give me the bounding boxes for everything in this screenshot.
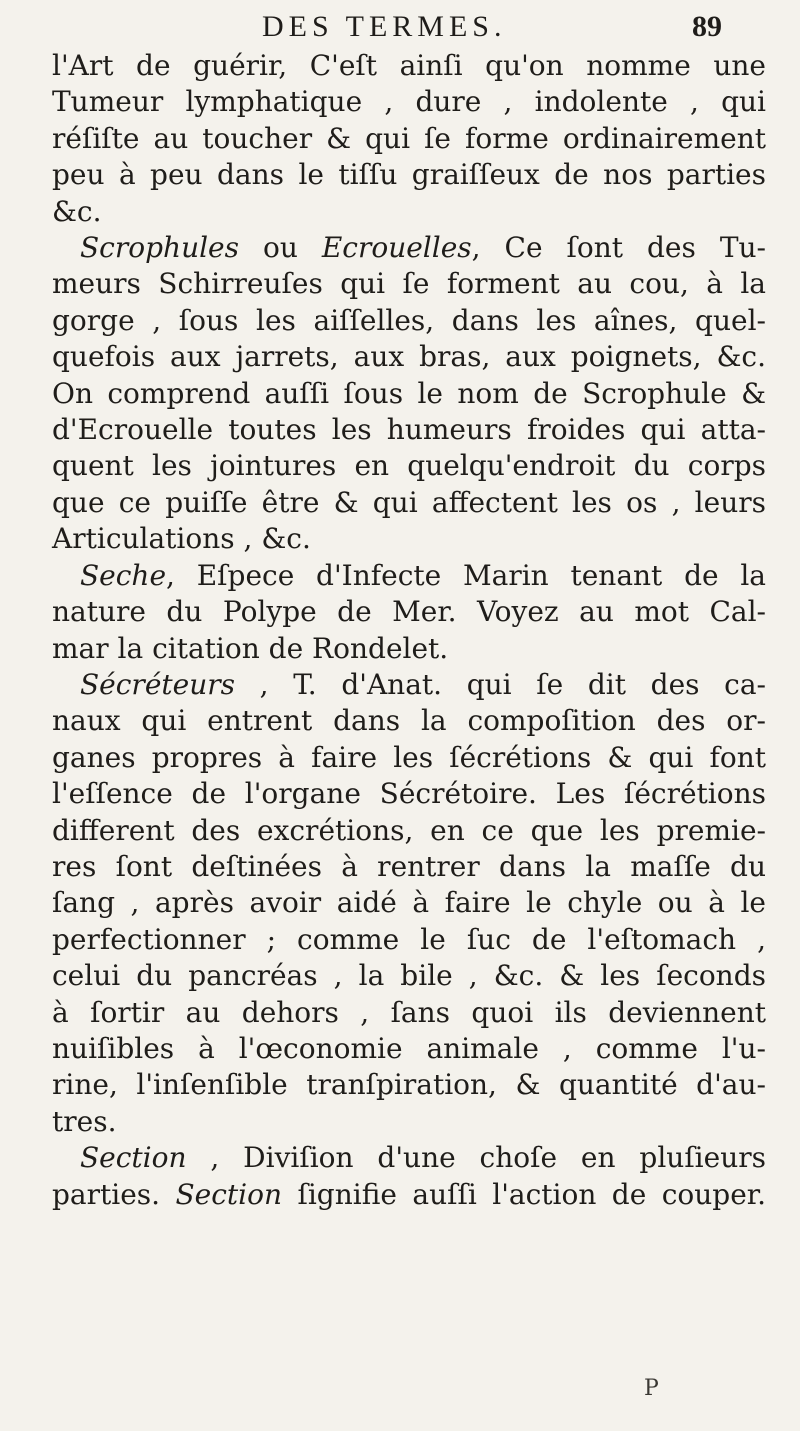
text-line: naux qui entrent dans la compoſition des or- [52,704,766,738]
text-line: &c. [52,194,102,228]
text-line: res ſont deſtinées à rentrer dans la maſſe du [52,849,766,883]
text-line: ſang , après avoir aidé à faire le chyle ou à le [52,886,766,920]
entry-line: Sécréteurs , T. d'Anat. qui ſe dit des ca- [80,667,766,701]
text-line: perfectionner ; comme le ſuc de l'eſtomach , [52,922,766,956]
text-line: l'Art de guérir, C'eſt ainſi qu'on nomme une [52,49,766,82]
text-line: nature du Polype de Mer. Voyez au mot Cal- [52,595,766,629]
text-line: meurs Schirreuſes qui ſe forment au cou, à la [52,267,766,301]
text-line: ganes propres à faire les ſécrétions & qui font [52,740,766,774]
entry-term: Scrophules [80,231,239,265]
catchword: P [644,1376,659,1401]
text-line: tres. [52,1104,117,1138]
text-line: Articulations , &c. [52,522,311,556]
entry-line: Seche, Eſpece d'Infecte Marin tenant de la [80,558,766,592]
entry-line: Scrophules ou Ecrouelles, Ce ſont des Tu- [80,231,766,265]
text-line: réſiſte au toucher & qui ſe forme ordinairement [52,121,766,155]
text-line: quent les jointures en quelqu'endroit du corps [52,449,766,483]
text-line: que ce puiſſe être & qui affectent les os , leurs [52,485,766,519]
text-line: gorge , ſous les aiſſelles, dans les aînes, quel- [52,303,766,337]
page-number: 89 [692,10,722,43]
entry-line: Section , Diviſion d'une choſe en pluſieurs [80,1141,766,1175]
entry-term: Seche [80,558,167,592]
running-title: DES TERMES. [262,10,507,43]
text-line: rine, l'inſenſible tranſpiration, & quantité d'au- [52,1068,766,1102]
entry-term: Section [80,1141,187,1175]
text-line: nuiſibles à l'œconomie animale , comme l'u- [52,1031,766,1065]
text-line: mar la citation de Rondelet. [52,631,449,665]
entry-term: Ecrouelles [321,231,472,265]
text-line: peu à peu dans le tiſſu graiſſeux de nos parties [52,158,766,192]
text-line: different des excrétions, en ce que les premie- [52,813,766,847]
text-line: d'Ecrouelle toutes les humeurs froides qui atta- [52,413,766,447]
entry-term: Sécréteurs [80,667,235,701]
text-line: Tumeur lymphatique , dure , indolente , qui [52,85,766,119]
text-line: On comprend auſſi ſous le nom de Scrophule & [52,376,766,410]
text-line: quefois aux jarrets, aux bras, aux poignets, &c. [52,340,766,374]
text-line: l'eſſence de l'organe Sécrétoire. Les ſécrétions [52,777,766,811]
body-text [52,48,766,1213]
running-head [52,8,766,48]
text-line: celui du pancréas , la bile , &c. & les ſeconds [52,959,766,993]
text-line: parties. Section ſignifie auſſi l'action de couper. [52,1177,767,1211]
text-line: à ſortir au dehors , ſans quoi ils deviennent [52,995,766,1029]
entry-term: Section [175,1177,283,1211]
